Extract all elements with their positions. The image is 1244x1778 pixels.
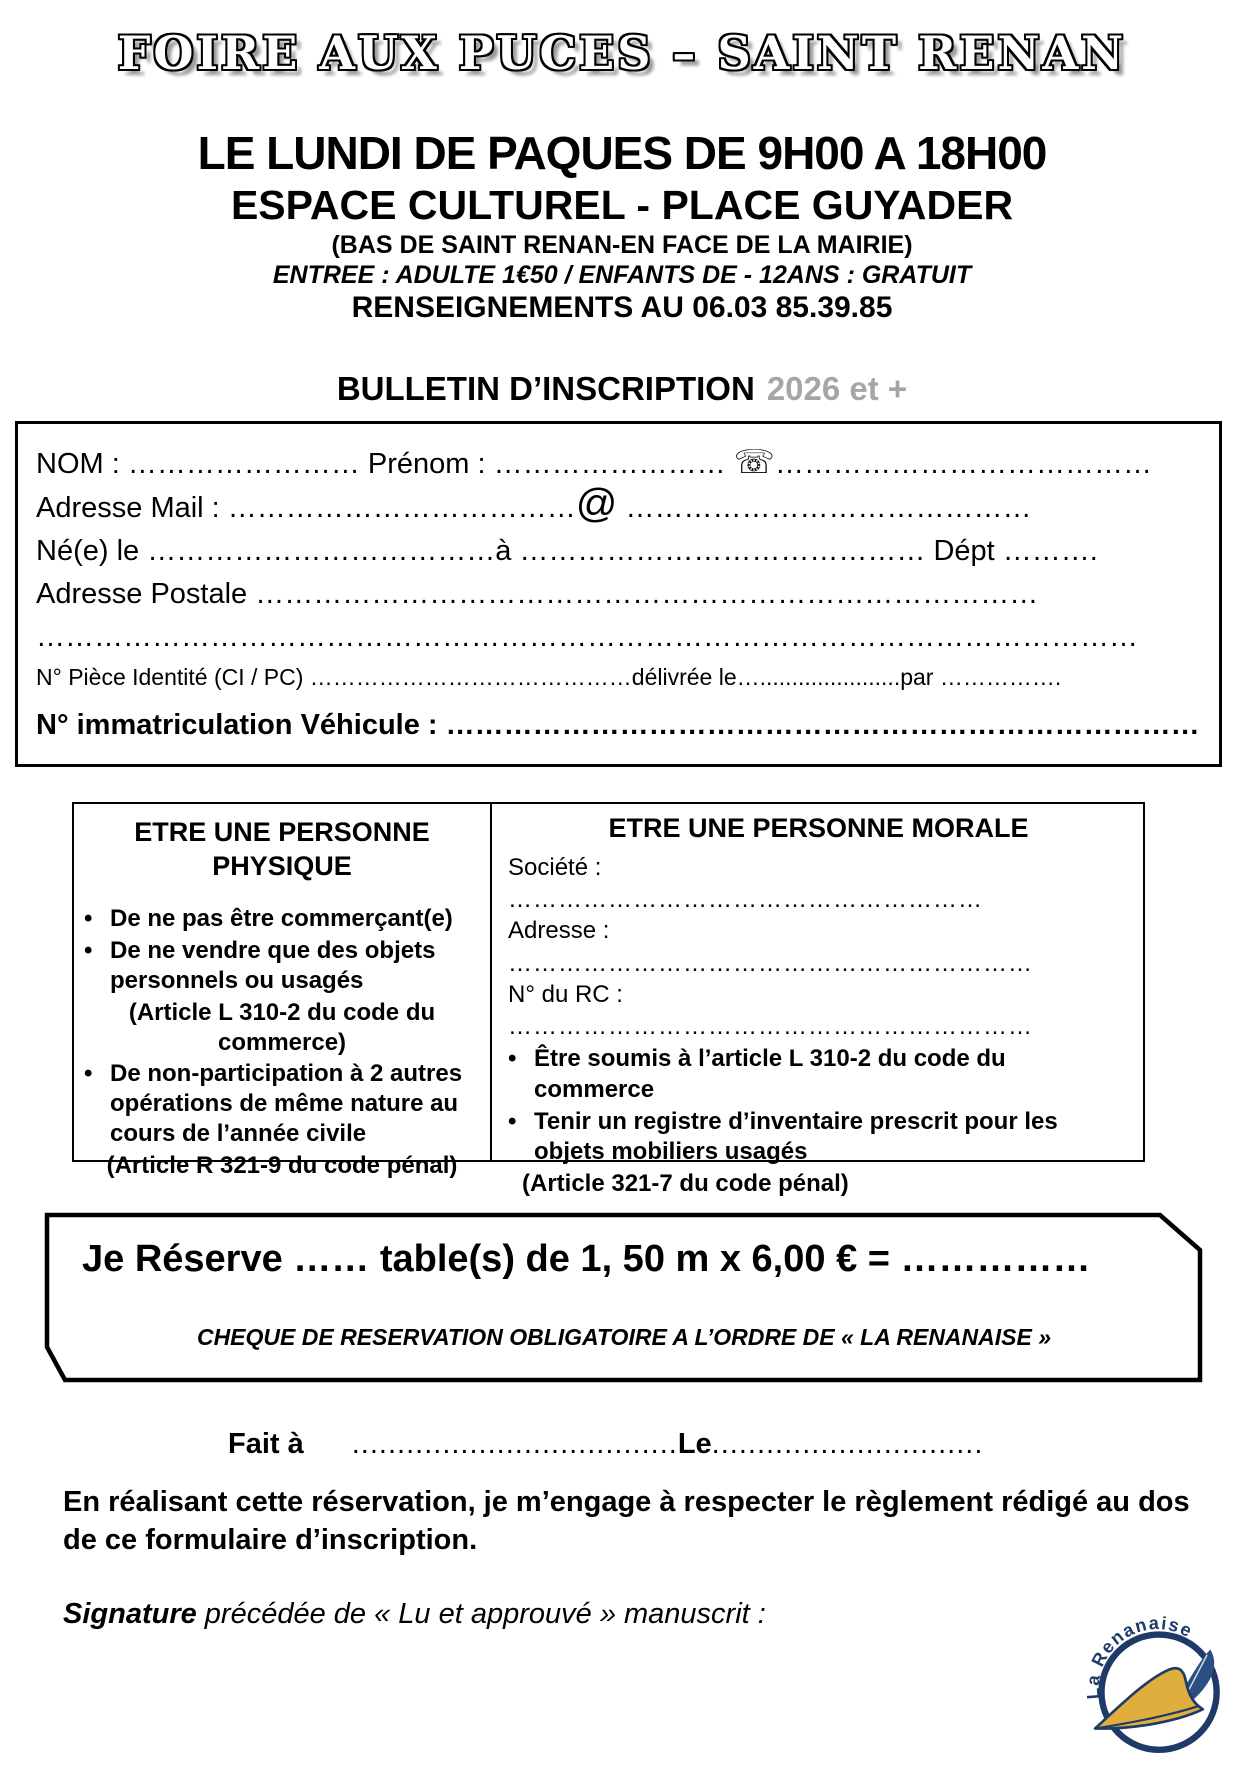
date-place-line: [228, 1428, 983, 1461]
societe-label: Société :: [508, 853, 602, 881]
personne-physique-title: ETRE UNE PERSONNE PHYSIQUE: [134, 817, 430, 881]
list-item-note: (Article 321-7 du code pénal): [522, 1170, 849, 1198]
list-item: [508, 1107, 1129, 1167]
event-date-line: LE LUNDI DE PAQUES DE 9H00 A 18H00: [197, 127, 1047, 179]
list-item: [84, 936, 480, 996]
list-item-text: Être soumis à l’article L 310-2 du code du commerce: [534, 1045, 1006, 1103]
list-item-text: Tenir un registre d’inventaire prescrit pour les objets mobiliers usagés: [534, 1107, 1058, 1166]
list-item: [84, 1059, 480, 1150]
engagement-text: En réalisant cette réservation, je m’engage à respecter le règlement rédigé au dos de ce formulaire d’inscription.: [63, 1486, 1190, 1557]
adresse-dots: ………………………………………………………: [508, 949, 1033, 977]
list-item-text: De ne pas être commerçant(e): [110, 904, 453, 932]
le-label: Le: [677, 1428, 712, 1460]
postal-address-line2: ……………………………………………………………………………………………………: [36, 620, 1138, 653]
contact-phone-line: RENSEIGNEMENTS AU 06.03 85.39.85: [351, 291, 893, 324]
event-venue-line: ESPACE CULTUREL - PLACE GUYADER: [230, 182, 1014, 228]
list-item: [508, 1044, 1129, 1104]
bulletin-title: BULLETIN D’INSCRIPTION: [336, 370, 755, 407]
la-renanaise-logo: [1078, 1608, 1238, 1770]
signature-rest: précédée de « Lu et approuvé » manuscrit :: [196, 1598, 766, 1630]
birth-line: Né(e) le ………………………………à …………………………………… Dépt ……….: [36, 534, 1098, 567]
list-item-note: (Article R 321-9 du code pénal): [106, 1152, 458, 1180]
conditions-box: [72, 802, 1145, 1198]
list-item-text: De non-participation à 2 autres opérations de même nature au cours de l’année civile: [110, 1059, 463, 1148]
mail-line: [36, 479, 1201, 530]
bulletin-heading: [0, 370, 1244, 408]
signature-word: Signature: [63, 1598, 197, 1630]
bullet-icon: •: [84, 1059, 93, 1087]
signature-line: [63, 1598, 766, 1631]
reservation-box: [44, 1212, 1204, 1384]
le-dots: ..............................: [711, 1428, 984, 1460]
reservation-line: Je Réserve …… table(s) de 1, 50 m x 6,00 € = ……………: [82, 1238, 1091, 1280]
fait-a-dots: ....................................: [351, 1428, 678, 1460]
personne-physique-column: [74, 804, 492, 1180]
list-item-note: (Article L 310-2 du code du commerce): [128, 999, 436, 1057]
logo-graphic: [1078, 1608, 1238, 1770]
logo-text: La Renanaise: [1082, 1612, 1197, 1700]
entry-price-line: ENTREE : ADULTE 1€50 / ENFANTS DE - 12ANS : GRATUIT: [272, 261, 972, 289]
rc-label: N° du RC :: [508, 980, 623, 1008]
venue-detail-line: (BAS DE SAINT RENAN-EN FACE DE LA MAIRIE): [331, 231, 913, 259]
personne-morale-title: ETRE UNE PERSONNE MORALE: [608, 813, 1029, 843]
bullet-icon: •: [84, 936, 93, 964]
phone-icon: ☏: [733, 443, 775, 480]
at-symbol: @: [575, 479, 618, 526]
bulletin-year: 2026 et +: [766, 370, 908, 407]
vehicle-plate-line: N° immatriculation Véhicule : ……………………………………………………………………: [36, 708, 1200, 741]
bullet-icon: •: [508, 1107, 517, 1135]
identity-fields-box: [15, 421, 1222, 767]
name-line: [36, 438, 1201, 487]
personne-morale-column: [492, 804, 1143, 1198]
page-title: FOIRE AUX PUCES – SAINT RENAN: [117, 26, 1127, 80]
mail-dots: ……………………………………: [617, 491, 1032, 524]
bullet-icon: •: [508, 1045, 517, 1073]
id-document-line: N° Pièce Identité (CI / PC) ……………………………………délivrée le…......................par …………….: [36, 664, 1062, 691]
societe-dots: …………………………………………………: [508, 886, 983, 914]
phone-dots: …………………………………: [774, 448, 1152, 480]
rc-dots: ………………………………………………………: [508, 1013, 1033, 1041]
list-item: [84, 904, 480, 934]
fait-a-label: Fait à: [228, 1428, 304, 1460]
cheque-note: CHEQUE DE RESERVATION OBLIGATOIRE A L’ORDRE DE « LA RENANAISE »: [196, 1324, 1052, 1350]
name-line-text: NOM : …………………… Prénom : ……………………: [36, 448, 734, 480]
adresse-label: Adresse :: [508, 917, 610, 945]
bullet-icon: •: [84, 904, 93, 932]
personne-morale-list: [508, 1044, 1129, 1199]
personne-physique-list: [84, 904, 480, 1182]
mail-line-text: Adresse Mail : ………………………………: [36, 491, 576, 524]
postal-address-line: Adresse Postale ………………………………………………………………………: [36, 577, 1039, 610]
list-item-text: De ne vendre que des objets personnels ou usagés: [110, 936, 436, 994]
